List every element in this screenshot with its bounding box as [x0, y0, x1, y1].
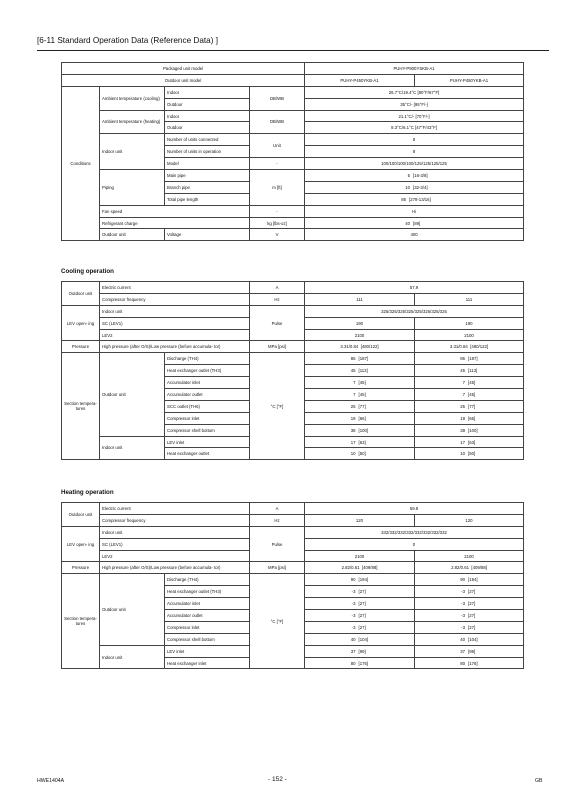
- fan-speed-value: Hi: [305, 205, 524, 217]
- temperature-value-b: [415, 633, 524, 645]
- pulse-unit: Pulse: [250, 526, 305, 562]
- temperature-point-label: Compressor inlet: [165, 621, 250, 633]
- cooling-outdoor-temp: 35°C/- [95°F/-]: [305, 98, 524, 110]
- value: 80: [350, 660, 356, 666]
- value-imperial: [32-3/4]: [413, 184, 428, 190]
- num-connected-label: Number of units connected: [165, 134, 250, 146]
- temperature-row: [62, 574, 524, 586]
- value-imperial: [63]: [358, 439, 366, 445]
- pressure-value-a: [305, 562, 415, 574]
- total-pipe-label: Total pipe length: [165, 193, 250, 205]
- value-imperial: [27]: [468, 612, 476, 618]
- value-imperial: [27]: [358, 589, 366, 595]
- current-unit: A: [250, 503, 305, 515]
- temperature-value-b: [415, 389, 524, 401]
- heating-indoor-temp: 21.1°C/- [70°F/-]: [305, 110, 524, 122]
- value: -3: [351, 612, 356, 618]
- cooling-indoor-temp: 26.7°C/19.4°C [80°F/67°F]: [305, 86, 524, 98]
- value: -3: [351, 601, 356, 607]
- lev2-label: LEV2: [100, 550, 250, 562]
- value: 90: [350, 577, 356, 583]
- value: -3: [461, 601, 465, 607]
- value: 37: [350, 648, 356, 654]
- value-imperial: [27]: [468, 624, 476, 630]
- sc-lev1-label: SC (LEV1): [100, 538, 250, 550]
- value: 5: [407, 172, 411, 178]
- value-imperial: [113]: [468, 368, 478, 374]
- temperature-value-b: [415, 400, 524, 412]
- value: 17: [350, 439, 356, 445]
- value: 40: [460, 636, 465, 642]
- frequency-value-b: 120: [415, 514, 524, 526]
- temperature-point-label: SCC outlet (TH6): [165, 400, 250, 412]
- value: 86: [350, 356, 356, 362]
- compressor-frequency-label: Compressor frequency: [100, 293, 250, 305]
- temperature-value-b: [415, 586, 524, 598]
- temperature-value-a: [305, 574, 415, 586]
- voltage-unit: V: [250, 229, 305, 241]
- temperature-value-b: [415, 657, 524, 669]
- pressure-label: Pressure: [62, 562, 100, 574]
- value-imperial: [27]: [358, 624, 366, 630]
- temperature-value-a: [305, 389, 415, 401]
- indoor-unit-label: Indoor unit: [100, 305, 250, 317]
- value: 3.31/0.84: [449, 344, 468, 350]
- indoor-label: Indoor: [165, 86, 250, 98]
- branch-pipe-value: [305, 181, 524, 193]
- temperature-value-a: [305, 424, 415, 436]
- temperature-value-a: [305, 400, 415, 412]
- sc-lev1-label: SC (LEV1): [100, 317, 250, 329]
- value-imperial: [77]: [358, 403, 366, 409]
- value-imperial: [480/122]: [360, 344, 379, 350]
- temperature-value-b: [415, 448, 524, 460]
- temperature-value-a: [305, 586, 415, 598]
- heating-outdoor-temp: 8.3°C/6.1°C [47°F/43°F]: [305, 122, 524, 134]
- value: 10: [350, 451, 356, 457]
- temperature-value-b: [415, 365, 524, 377]
- model-unit: -: [250, 158, 305, 170]
- value-imperial: [99]: [468, 648, 476, 654]
- temperature-point-label: Heat exchanger outlet: [165, 448, 250, 460]
- value: 25: [350, 403, 356, 409]
- conditions-table: [61, 62, 524, 241]
- temperature-point-label: Accumulator inlet: [165, 377, 250, 389]
- outdoor-label: Outdoor: [165, 98, 250, 110]
- value: 90: [460, 577, 465, 583]
- temperature-value-b: [415, 645, 524, 657]
- refrigerant-charge-label: Refrigerant charge: [100, 217, 250, 229]
- temperature-value-a: [305, 365, 415, 377]
- temperature-value-b: [415, 598, 524, 610]
- voltage-value: 400: [305, 229, 524, 241]
- value-imperial: [45]: [358, 380, 366, 386]
- temperature-point-label: Discharge (TH4): [165, 353, 250, 365]
- frequency-unit: Hz: [250, 514, 305, 526]
- temperature-value-b: [415, 610, 524, 622]
- lev2-value-a: 2100: [305, 329, 415, 341]
- model-label: Model: [165, 158, 250, 170]
- value-imperial: [16-3/8]: [413, 172, 428, 178]
- frequency-unit: Hz: [250, 293, 305, 305]
- value: 45: [460, 368, 465, 374]
- temperature-value-b: [415, 412, 524, 424]
- temperature-unit: °C [°F]: [250, 574, 305, 669]
- outdoor-unit-model-label: Outdoor unit model: [62, 74, 305, 86]
- outdoor-unit-label: Outdoor unit: [100, 574, 165, 645]
- value-imperial: [100]: [468, 427, 478, 433]
- outdoor-unit-label: Outdoor unit: [100, 229, 165, 241]
- value: 10: [460, 451, 465, 457]
- temperature-value-b: [415, 574, 524, 586]
- cooling-operation-title: Cooling operation: [61, 268, 114, 275]
- page-header: [6-11 Standard Operation Data (Reference Data) ]: [37, 36, 218, 45]
- header-divider: [37, 50, 549, 51]
- value-imperial: [66]: [358, 415, 366, 421]
- temperature-point-label: LEV inlet: [165, 436, 250, 448]
- packaged-unit-model-label: Packaged unit model: [62, 63, 305, 75]
- value-imperial: [187]: [358, 356, 369, 362]
- cooling-table: [61, 281, 524, 460]
- value-imperial: [45]: [468, 391, 476, 397]
- electric-current-value: 57.9: [305, 282, 524, 294]
- value-imperial: [66]: [468, 415, 476, 421]
- value: 40: [350, 636, 356, 642]
- value: 7: [353, 380, 356, 386]
- total-pipe-value: [305, 193, 524, 205]
- electric-current-value: 59.8: [305, 503, 524, 515]
- value-imperial: [50]: [358, 451, 366, 457]
- outdoor-unit-label: Outdoor unit: [62, 282, 100, 306]
- value-imperial: [480/122]: [470, 344, 489, 350]
- lev2-value-a: 2100: [305, 550, 415, 562]
- temperature-value-a: [305, 377, 415, 389]
- frequency-value-b: 111: [415, 293, 524, 305]
- value-imperial: [104]: [468, 636, 478, 642]
- temperature-value-a: [305, 610, 415, 622]
- value: 17: [460, 439, 465, 445]
- refrigerant-charge-value: [305, 217, 524, 229]
- outdoor-unit-model-a: PUHY-P450YKB-A1: [305, 74, 415, 86]
- temperature-point-label: Compressor inlet: [165, 412, 250, 424]
- lev2-value-b: 2100: [415, 550, 524, 562]
- value-imperial: [27]: [468, 601, 476, 607]
- piping-label: Piping: [100, 170, 165, 206]
- value: -3: [461, 612, 465, 618]
- value: 38: [350, 427, 356, 433]
- value-imperial: [113]: [358, 368, 368, 374]
- temperature-point-label: Accumulator outlet: [165, 610, 250, 622]
- temperature-value-a: [305, 657, 415, 669]
- pressure-description: High pressure (after O/S)/Low pressure (before accumula- tor): [100, 341, 250, 353]
- section-temperatures-label: Section tempera- tures: [62, 353, 100, 460]
- value: 85: [401, 196, 407, 202]
- value-imperial: [27]: [358, 601, 366, 607]
- value-imperial: [45]: [358, 391, 366, 397]
- sc-lev1-value-b: 190: [415, 317, 524, 329]
- conditions-label: Conditions: [62, 86, 100, 241]
- value: 86: [460, 356, 465, 362]
- value: -3: [461, 589, 465, 595]
- heating-table: [61, 502, 524, 669]
- temperature-value-b: [415, 621, 524, 633]
- value-imperial: [187]: [468, 356, 478, 362]
- value: 38: [460, 427, 465, 433]
- pressure-unit: MPa [psi]: [250, 341, 305, 353]
- value-imperial: [104]: [358, 636, 369, 642]
- indoor-unit-label: Indoor unit: [100, 436, 165, 460]
- fan-speed-label: Fan speed: [100, 205, 250, 217]
- temperature-point-label: Compressor shell bottom: [165, 424, 250, 436]
- value: 7: [353, 391, 356, 397]
- value-imperial: [176]: [468, 660, 478, 666]
- value: -3: [461, 624, 465, 630]
- sc-lev1-value: 0: [305, 538, 524, 550]
- value: 3.31/0.84: [340, 344, 359, 350]
- frequency-value-a: 111: [305, 293, 415, 305]
- temperature-unit: °C [°F]: [250, 353, 305, 460]
- lev-opening-label: LEV open- ing: [62, 305, 100, 341]
- value-imperial: [27]: [358, 612, 366, 618]
- temperature-point-label: Heat exchanger outlet (TH3): [165, 586, 250, 598]
- footer-doc-code: HWE1404A: [37, 778, 65, 784]
- value: 19: [460, 415, 465, 421]
- refrigerant-charge-unit: kg [lbs-oz]: [250, 217, 305, 229]
- value: 2.82/0.61: [341, 565, 360, 571]
- temperature-row: [62, 353, 524, 365]
- footer-region: GB: [535, 778, 543, 784]
- section-temperatures-label: Section tempera- tures: [62, 574, 100, 669]
- value-imperial: [27]: [468, 589, 476, 595]
- temperature-value-b: [415, 353, 524, 365]
- temperature-value-b: [415, 436, 524, 448]
- value: 40: [405, 220, 411, 226]
- value: 7: [462, 391, 465, 397]
- value-imperial: [77]: [468, 403, 476, 409]
- value: 19: [350, 415, 356, 421]
- temperature-point-label: LEV inlet: [165, 645, 250, 657]
- electric-current-label: Electric current: [100, 282, 250, 294]
- footer-page-number: - 152 -: [268, 776, 287, 783]
- temperature-point-label: Heat exchanger inlet: [165, 657, 250, 669]
- value-imperial: [63]: [468, 439, 476, 445]
- temperature-value-a: [305, 412, 415, 424]
- pressure-value-a: [305, 341, 415, 353]
- temperature-value-a: [305, 633, 415, 645]
- value-imperial: [194]: [468, 577, 478, 583]
- value: 37: [460, 648, 465, 654]
- num-operation-label: Number of units in operation: [165, 146, 250, 158]
- value: 7: [462, 380, 465, 386]
- dbwb-unit: DB/WB: [250, 110, 305, 134]
- value: 10: [405, 184, 411, 190]
- value-imperial: [50]: [468, 451, 476, 457]
- value-imperial: [89]: [413, 220, 421, 226]
- value-imperial: [45]: [468, 380, 476, 386]
- temperature-value-a: [305, 621, 415, 633]
- outdoor-unit-label: Outdoor unit: [62, 503, 100, 527]
- value-imperial: [100]: [358, 427, 369, 433]
- pulse-unit: Pulse: [250, 305, 305, 341]
- temperature-value-a: [305, 436, 415, 448]
- compressor-frequency-label: Compressor frequency: [100, 514, 250, 526]
- temperature-value-a: [305, 353, 415, 365]
- value-imperial: [278-13/16]: [409, 196, 431, 202]
- cooling-section-temperatures: [62, 353, 524, 460]
- frequency-value-a: 120: [305, 514, 415, 526]
- temperature-value-a: [305, 448, 415, 460]
- pressure-description: High pressure (after O/S)/Low pressure (before accumula- tor): [100, 562, 250, 574]
- voltage-label: Voltage: [165, 229, 250, 241]
- piping-unit: m [ft]: [250, 170, 305, 206]
- indoor-unit-label: Indoor unit: [100, 134, 165, 170]
- num-connected-value: 8: [305, 134, 524, 146]
- main-pipe-label: Main pipe: [165, 170, 250, 182]
- unit-unit: Unit: [250, 134, 305, 158]
- value: 25: [460, 403, 465, 409]
- value: -3: [351, 589, 356, 595]
- outdoor-unit-model-b: PUHY-P450YKB-A1: [415, 74, 524, 86]
- temperature-value-b: [415, 424, 524, 436]
- value: 2.82/0.61: [451, 565, 469, 571]
- temperature-point-label: Compressor shell bottom: [165, 633, 250, 645]
- value: 45: [350, 368, 356, 374]
- electric-current-label: Electric current: [100, 503, 250, 515]
- heating-section-temperatures: [62, 574, 524, 669]
- dbwb-unit: DB/WB: [250, 86, 305, 110]
- heating-operation-title: Heating operation: [61, 489, 114, 496]
- main-pipe-value: [305, 170, 524, 182]
- indoor-unit-label: Indoor unit: [100, 645, 165, 669]
- indoor-label: Indoor: [165, 110, 250, 122]
- lev-indoor-value: 325/325/325/325/325/325/325/325: [305, 305, 524, 317]
- value: 80: [460, 660, 465, 666]
- value-imperial: [99]: [358, 648, 366, 654]
- packaged-unit-model-value: PUHY-P900YSKB-A1: [305, 63, 524, 75]
- temperature-point-label: Discharge (TH4): [165, 574, 250, 586]
- pressure-value-b: [415, 562, 524, 574]
- pressure-label: Pressure: [62, 341, 100, 353]
- num-operation-value: 8: [305, 146, 524, 158]
- fan-speed-unit: -: [250, 205, 305, 217]
- lev-opening-label: LEV open- ing: [62, 526, 100, 562]
- temperature-value-a: [305, 645, 415, 657]
- temperature-point-label: Accumulator outlet: [165, 389, 250, 401]
- temperature-point-label: Heat exchanger outlet (TH3): [165, 365, 250, 377]
- pressure-value-b: [415, 341, 524, 353]
- current-unit: A: [250, 282, 305, 294]
- outdoor-label: Outdoor: [165, 122, 250, 134]
- ambient-heating-label: Ambient temperature (heating): [100, 110, 165, 134]
- temperature-value-a: [305, 598, 415, 610]
- sc-lev1-value-a: 190: [305, 317, 415, 329]
- indoor-unit-label: Indoor unit: [100, 526, 250, 538]
- lev2-label: LEV2: [100, 329, 250, 341]
- lev-indoor-value: 332/332/332/332/332/332/332/332: [305, 526, 524, 538]
- model-value: 100/100/100/100/125/125/125/125: [305, 158, 524, 170]
- ambient-cooling-label: Ambient temperature (cooling): [100, 86, 165, 110]
- lev2-value-b: 2100: [415, 329, 524, 341]
- value-imperial: [176]: [358, 660, 369, 666]
- value-imperial: [409/88]: [361, 565, 378, 571]
- temperature-value-b: [415, 377, 524, 389]
- temperature-point-label: Accumulator inlet: [165, 598, 250, 610]
- branch-pipe-label: Branch pipe: [165, 181, 250, 193]
- pressure-unit: MPa [psi]: [250, 562, 305, 574]
- outdoor-unit-label: Outdoor unit: [100, 353, 165, 436]
- value: -3: [351, 624, 356, 630]
- value-imperial: [194]: [358, 577, 369, 583]
- value-imperial: [409/88]: [471, 565, 487, 571]
